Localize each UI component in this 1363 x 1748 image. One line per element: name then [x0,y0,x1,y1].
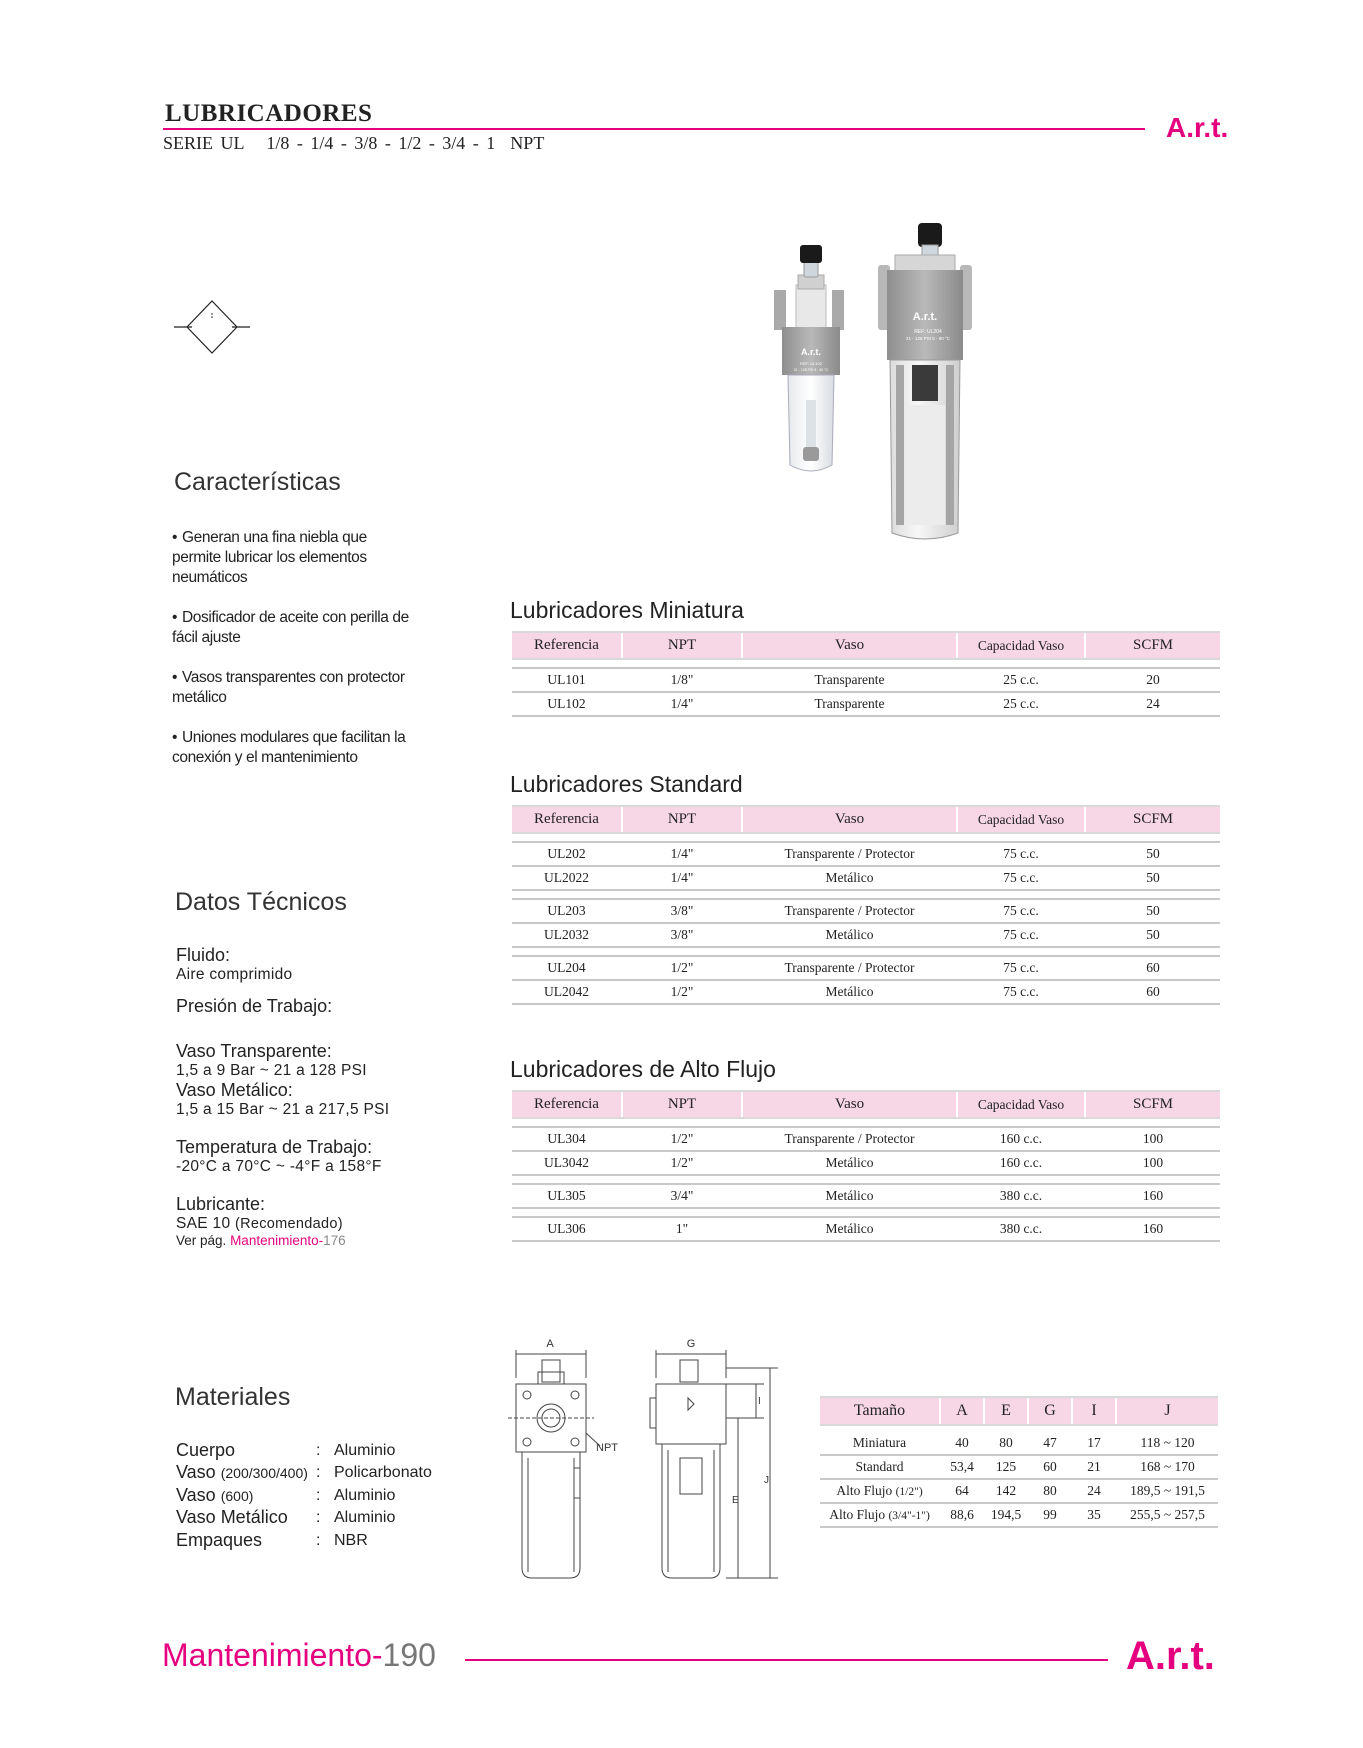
table-header-row [820,1397,1218,1425]
front-view [508,1350,600,1578]
column-header: NPT [622,1091,742,1118]
table-cell: 160 [1085,1217,1220,1241]
header-logo: A.r.t. [1166,112,1229,143]
column-header: G [1028,1397,1072,1425]
spacer-cell [742,833,957,842]
table-row [820,1479,1218,1503]
spacer-cell [1085,890,1220,899]
spacer-cell [1072,1425,1116,1432]
material-colon: : [316,1442,321,1459]
spacer-cell [622,1175,742,1184]
table-cell: 75 c.c. [957,866,1085,890]
vaso-transparente-value: 1,5 a 9 Bar ~ 21 a 128 PSI [176,1062,367,1079]
header-rule [163,128,1145,130]
table-cell: 50 [1085,923,1220,947]
spacer-cell [742,947,957,956]
table-spacer [512,1175,1220,1184]
spacer-cell [957,1118,1085,1127]
fluido-label: Fluido: [176,945,231,965]
miniatura-table [512,631,1220,717]
table-cell: 60 [1085,956,1220,980]
footer-page-number: 190 [382,1637,436,1673]
column-header: NPT [622,632,742,659]
table-cell: Transparente [742,668,957,692]
table-row [512,956,1220,980]
spacer-cell [622,947,742,956]
table-cell: UL305 [512,1184,622,1208]
column-header: I [1072,1397,1116,1425]
table-cell: 21 [1072,1455,1116,1479]
temperatura-label: Temperatura de Trabajo: [176,1137,373,1157]
material-colon: : [316,1464,321,1482]
table-cell: 160 [1085,1184,1220,1208]
table-cell: 3/8" [622,899,742,923]
table-cell: 3/8" [622,923,742,947]
table-cell: 3/4" [622,1184,742,1208]
table-spacer [512,890,1220,899]
spacer-cell [512,833,622,842]
table-cell: 75 c.c. [957,899,1085,923]
table-cell: 194,5 [984,1503,1028,1527]
ver-pag-number: 176 [323,1233,346,1248]
table-spacer [512,947,1220,956]
table-cell: Transparente / Protector [742,1127,957,1151]
table-cell: 25 c.c. [957,668,1085,692]
table-cell: UL304 [512,1127,622,1151]
table-cell: Metálico [742,866,957,890]
table-cell: 75 c.c. [957,980,1085,1004]
spacer-cell [512,890,622,899]
caracteristicas-list [172,528,412,788]
large-unit-spec: 21 - 128 PSI 5 - 60 °C [905,336,951,341]
column-header: SCFM [1085,1091,1220,1118]
table-cell: 24 [1085,692,1220,716]
table-cell: Metálico [742,980,957,1004]
material-name: Vaso (200/300/400) [176,1462,308,1483]
table-cell: 50 [1085,866,1220,890]
section-caracteristicas-heading: Características [174,468,341,496]
table-spacer [512,833,1220,842]
table-cell: UL202 [512,842,622,866]
table-cell: Metálico [742,923,957,947]
spacer-cell [512,1175,622,1184]
ver-pag-text: Ver pág. [176,1233,227,1248]
table-cell: Alto Flujo (3/4"-1") [820,1503,940,1527]
table-cell: 40 [940,1432,984,1455]
table-cell: 189,5 ~ 191,5 [1116,1479,1218,1503]
table-cell: 50 [1085,899,1220,923]
footer-logo: A.r.t. [1126,1634,1215,1678]
table-cell: 380 c.c. [957,1184,1085,1208]
table-cell: 1/2" [622,980,742,1004]
large-unit-logo: A.r.t. [912,311,938,323]
table-cell: Standard [820,1455,940,1479]
list-item-text: Vasos transparentes con protector metálico [172,669,405,706]
table-cell: Alto Flujo (1/2") [820,1479,940,1503]
material-value: Policarbonato [334,1464,432,1482]
column-header: Capacidad Vaso [957,632,1085,659]
material-colon: : [316,1531,321,1549]
table-cell: UL2042 [512,980,622,1004]
small-unit-ref: REF: UL102 [799,361,823,366]
table-row [512,980,1220,1004]
dim-label-i: I [758,1396,761,1407]
table-cell: 168 ~ 170 [1116,1455,1218,1479]
section-materiales-heading: Materiales [175,1383,291,1411]
column-header: Referencia [512,1091,622,1118]
table-cell: UL203 [512,899,622,923]
fluido-value: Aire comprimido [176,966,293,983]
list-item: • Generan una fina niebla que permite lubricar los elementos neumáticos [172,529,367,586]
table-cell: 80 [1028,1479,1072,1503]
table-cell: 118 ~ 120 [1116,1432,1218,1455]
spacer-cell [512,1118,622,1127]
table-header-row [512,632,1220,659]
spacer-cell [957,659,1085,668]
table-cell: 1/2" [622,1151,742,1175]
table-cell: 64 [940,1479,984,1503]
table-cell: 100 [1085,1151,1220,1175]
table-cell: Miniatura [820,1432,940,1455]
column-header: A [940,1397,984,1425]
table-spacer [512,1208,1220,1217]
table-cell: UL2032 [512,923,622,947]
spacer-cell [622,1208,742,1217]
table-row [512,1184,1220,1208]
table-cell: UL306 [512,1217,622,1241]
list-item: • Dosificador de aceite con perilla de fácil ajuste [172,609,409,646]
table-cell: UL2022 [512,866,622,890]
table-cell: 1/4" [622,866,742,890]
column-header: SCFM [1085,632,1220,659]
column-header: Vaso [742,1091,957,1118]
column-header: Vaso [742,632,957,659]
product-photo [730,215,1050,555]
spacer-cell [1085,1208,1220,1217]
spacer-cell [742,659,957,668]
small-unit-logo: A.r.t. [800,347,822,357]
material-value: Aluminio [334,1509,396,1527]
dim-label-npt: NPT [596,1442,618,1454]
table-cell: 160 c.c. [957,1151,1085,1175]
column-header: Capacidad Vaso [957,1091,1085,1118]
table-row [512,842,1220,866]
spacer-cell [622,833,742,842]
table-spacer [512,1118,1220,1127]
small-lubricator [774,245,844,471]
list-item-text: Dosificador de aceite con perilla de fácil ajuste [172,609,409,646]
vaso-metalico-value: 1,5 a 15 Bar ~ 21 a 217,5 PSI [176,1101,390,1118]
dim-label-j: J [764,1475,769,1486]
large-lubricator [878,223,972,539]
footer-rule [465,1659,1108,1661]
spacer-cell [957,890,1085,899]
table-row [512,1217,1220,1241]
material-name: Vaso (600) [176,1484,254,1505]
alto-flujo-heading: Lubricadores de Alto Flujo [510,1056,776,1082]
spacer-cell [622,890,742,899]
table-cell: 1" [622,1217,742,1241]
column-header: Tamaño [820,1397,940,1425]
table-cell: Metálico [742,1151,957,1175]
spacer-cell [957,1175,1085,1184]
table-cell: Transparente [742,692,957,716]
presion-label: Presión de Trabajo: [176,996,333,1016]
page-title: LUBRICADORES [165,100,373,127]
dimensions-table [820,1396,1218,1528]
side-view [650,1350,778,1578]
column-header: Vaso [742,806,957,833]
table-cell: 160 c.c. [957,1127,1085,1151]
table-cell: Transparente / Protector [742,899,957,923]
column-header: SCFM [1085,806,1220,833]
table-cell: 1/2" [622,956,742,980]
spacer-cell [622,1118,742,1127]
table-cell: 80 [984,1432,1028,1455]
table-cell: 25 c.c. [957,692,1085,716]
table-cell: 47 [1028,1432,1072,1455]
material-value: Aluminio [334,1442,396,1459]
dim-label-g: G [686,1338,696,1350]
material-colon: : [316,1509,321,1527]
list-item-text: Generan una fina niebla que permite lubricar los elementos neumáticos [172,529,367,586]
table-cell: UL101 [512,668,622,692]
large-unit-ref: REF: UL204 [914,329,942,335]
table-cell: 88,6 [940,1503,984,1527]
lubricante-label: Lubricante: [176,1194,266,1214]
material-name: Vaso Metálico [176,1507,288,1528]
temperatura-value: -20°C a 70°C ~ -4°F a 158°F [176,1158,382,1175]
table-row [820,1503,1218,1527]
table-cell: Transparente / Protector [742,956,957,980]
spacer-cell [984,1425,1028,1432]
table-cell: 75 c.c. [957,842,1085,866]
column-header: J [1116,1397,1218,1425]
footer-page-label [162,1637,436,1674]
material-name: Cuerpo [176,1440,236,1460]
dim-label-a: A [546,1338,554,1350]
spacer-cell [1028,1425,1072,1432]
spacer-cell [512,1208,622,1217]
spacer-cell [1085,833,1220,842]
spacer-cell [622,659,742,668]
table-cell: 60 [1085,980,1220,1004]
column-header: NPT [622,806,742,833]
table-cell: 1/4" [622,842,742,866]
lubricante-value: SAE 10 [176,1215,231,1232]
dimension-drawing [508,1338,778,1583]
table-cell: 20 [1085,668,1220,692]
list-item: • Uniones modulares que facilitan la conexión y el mantenimiento [172,729,406,766]
table-cell: 17 [1072,1432,1116,1455]
material-value: NBR [334,1531,368,1549]
spacer-cell [512,659,622,668]
table-cell: Metálico [742,1184,957,1208]
table-row [512,899,1220,923]
ver-pag-link[interactable]: Mantenimiento-176 [230,1233,346,1248]
table-cell: 1/2" [622,1127,742,1151]
table-cell: 142 [984,1479,1028,1503]
spacer-cell [957,833,1085,842]
table-row [512,923,1220,947]
table-cell: 50 [1085,842,1220,866]
table-header-row [512,1091,1220,1118]
spacer-cell [742,1118,957,1127]
table-spacer [820,1425,1218,1432]
section-datos-tecnicos-heading: Datos Técnicos [175,888,347,916]
column-header: Referencia [512,806,622,833]
table-row [512,692,1220,716]
spacer-cell [957,947,1085,956]
table-row [512,668,1220,692]
table-row [820,1432,1218,1455]
table-spacer [512,659,1220,668]
miniatura-heading: Lubricadores Miniatura [510,597,744,623]
spacer-cell [1116,1425,1218,1432]
table-cell: 75 c.c. [957,923,1085,947]
table-cell: 53,4 [940,1455,984,1479]
column-header: Capacidad Vaso [957,806,1085,833]
spacer-cell [1085,659,1220,668]
table-cell: UL102 [512,692,622,716]
table-cell: 100 [1085,1127,1220,1151]
material-value: Aluminio [334,1486,396,1504]
small-unit-spec: 21 - 128 PSI 5 - 60 °C [793,368,829,372]
spacer-cell [742,1175,957,1184]
table-cell: 75 c.c. [957,956,1085,980]
table-cell: 60 [1028,1455,1072,1479]
datos-tecnicos-block [176,945,496,1248]
page-subtitle: SERIE UL 1/8 - 1/4 - 3/8 - 1/2 - 3/4 - 1 NPT [163,133,545,153]
table-header-row [512,806,1220,833]
table-cell: 125 [984,1455,1028,1479]
table-cell: UL3042 [512,1151,622,1175]
vaso-metalico-label: Vaso Metálico: [176,1080,293,1100]
table-row [512,1127,1220,1151]
spacer-cell [742,1208,957,1217]
footer-section: Mantenimiento- [162,1637,383,1673]
spacer-cell [940,1425,984,1432]
alto-flujo-table [512,1090,1220,1242]
spacer-cell [957,1208,1085,1217]
column-header: E [984,1397,1028,1425]
table-cell: 1/8" [622,668,742,692]
table-cell: 1/4" [622,692,742,716]
vaso-transparente-label: Vaso Transparente: [176,1041,332,1061]
table-cell: 24 [1072,1479,1116,1503]
spacer-cell [820,1425,940,1432]
standard-heading: Lubricadores Standard [510,771,743,797]
material-colon: : [316,1486,321,1504]
table-cell: UL204 [512,956,622,980]
list-item: • Vasos transparentes con protector metálico [172,669,405,706]
spacer-cell [1085,947,1220,956]
column-header: Referencia [512,632,622,659]
table-cell: Metálico [742,1217,957,1241]
table-cell: 35 [1072,1503,1116,1527]
table-cell: 380 c.c. [957,1217,1085,1241]
table-row [512,866,1220,890]
dim-label-e: E [732,1495,739,1506]
table-cell: 255,5 ~ 257,5 [1116,1503,1218,1527]
standard-table [512,805,1220,1005]
table-cell: 99 [1028,1503,1072,1527]
material-name: Empaques [176,1529,263,1550]
spacer-cell [1085,1175,1220,1184]
table-cell: Transparente / Protector [742,842,957,866]
table-row [512,1151,1220,1175]
lubricante-note: (Recomendado) [234,1216,343,1232]
lubricator-symbol-icon [172,296,252,356]
list-item-text: Uniones modulares que facilitan la conexión y el mantenimiento [172,729,406,766]
spacer-cell [512,947,622,956]
spacer-cell [742,890,957,899]
table-row [820,1455,1218,1479]
spacer-cell [1085,1118,1220,1127]
